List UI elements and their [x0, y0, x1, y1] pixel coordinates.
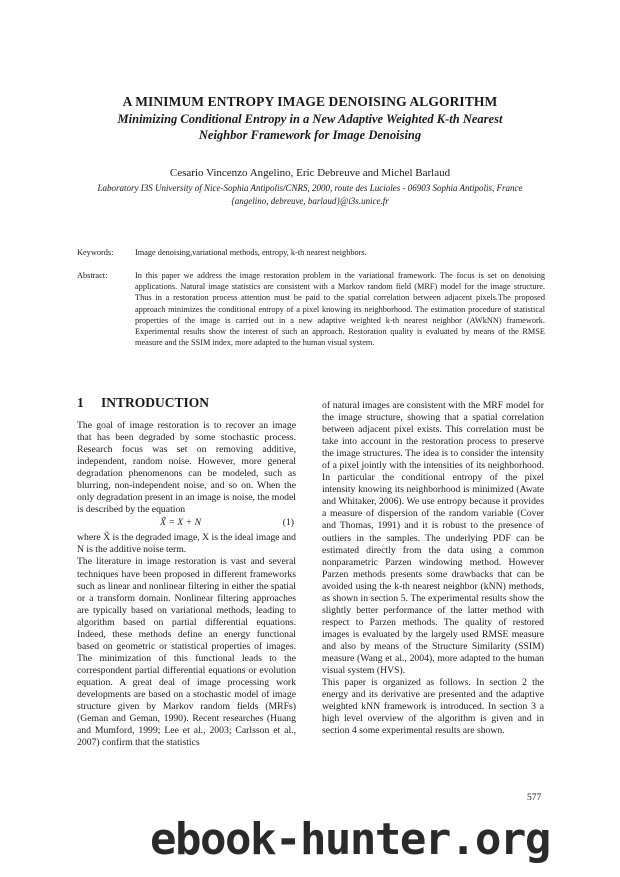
authors: Cesario Vincenzo Angelino, Eric Debreuve and Michel Barlaud — [169, 167, 451, 179]
subtitle-line-1: Minimizing Conditional Entropy in a New Adaptive Weighted K-th Nearest — [117, 112, 503, 126]
intro-paragraph-1: The goal of image restoration is to recover an image that has been degraded by some stochastic process. Research focus was set on removing additive, independent, random noise. However, more general degradation phenomenons can be modeled, such as blurring, non-independent noise, and so on. When the only degradation present in an image is noise, the model is described by the equation — [77, 420, 296, 516]
affiliation-block — [0, 182, 620, 208]
paper-title: A MINIMUM ENTROPY IMAGE DENOISING ALGORITHM — [122, 94, 498, 109]
abstract-label: Abstract: — [77, 271, 108, 280]
keywords-text: Image denoising,variational methods, entropy, k-th nearest neighbors. — [135, 248, 367, 257]
section-heading — [77, 395, 209, 411]
abstract-text: In this paper we address the image restoration problem in the variational framework. The focus is set on denoising applications. Natural image statistics are consistent with a Markov random field (MRF) model for the image structure. Thus in a restoration process attention must be paid to the spatial correlation between adjacent pixels.The proposed approach minimizes the conditional entropy of a pixel knowing its neighborhood. The estimation procedure of statistical properties of the image is carried out in a new adaptive weighted k-th nearest neighbor (AWkNN) framework. Experimental results show the interest of such an approach. Restoration quality is evaluated by means of the RMSE measure and the SSIM index, more adapted to the human visual system. — [135, 271, 545, 348]
affiliation: Laboratory I3S University of Nice-Sophia Antipolis/CNRS, 2000, route des Lucioles - 06903 Sophia Antipolis, France — [97, 183, 523, 193]
equation-text: X̃ = X + N — [160, 517, 202, 529]
equation-number: (1) — [282, 517, 294, 529]
equation-1 — [77, 517, 296, 531]
intro-paragraph-4: of natural images are consistent with the MRF model for the image structure, showing that a spatial correlation between adjacent pixel exists. This correlation must be take into account in the restoration process to preserve the image structures. The idea is to consider the intensity of a pixel jointly with the intensities of its neighborhood. In particular the conditional entropy of the pixel intensity knowing its neighborhood is minimized (Awate and Whitaker, 2006). We use entropy because it provides a measure of dispersion of the random variable (Cover and Thomas, 1991) and it is robust to the presence of outliers in the samples. The underlying PDF can be estimated directly from the data using a common nonparametric Parzen windowing method. However Parzen methods presents some drawbacks that can be avoided using the k-th nearest neighbor (kNN) methods, as shown in section 5. The experimental results show the slightly better performance of the latter method with respect to Parzen methods. The quality of restored images is evaluated by the largely used RMSE measure and also by means of the Structure Similarity (SSIM) measure (Wang et al., 2004), more adapted to the human visual system (HVS). — [322, 400, 544, 677]
paper-subtitle — [0, 111, 620, 143]
watermark-text: ebook-hunter.org — [150, 814, 550, 865]
intro-paragraph-3: The literature in image restoration is vast and several techniques have been proposed in different frameworks such as linear and nonlinear filtering in either the spatial or a transform domain. Nonlinear filtering approaches are typically based on variational methods, leading to algorithm based on partial differential equations. Indeed, these methods define an energy functional based on geometric or statistical properties of images. The minimization of this functional leads to the correspondent partial differential equations or evolution equation. A great deal of image processing work developments are based on a stochastic model of image structure given by Markov random fields (MRFs) (Geman and Geman, 1990). Recent researches (Huang and Mumford, 1999; Lee et al., 2003; Carlsson et al., 2007) confirm that the statistics — [77, 556, 296, 749]
subtitle-line-2: Neighbor Framework for Image Denoising — [198, 128, 422, 142]
intro-paragraph-2: where X̃ is the degraded image, X is the ideal image and N is the additive noise term. — [77, 532, 296, 556]
section-number: 1 — [77, 395, 84, 410]
keywords-label: Keywords: — [77, 248, 114, 257]
intro-paragraph-5: This paper is organized as follows. In section 2 the energy and its derivative are presented and the adaptive weighted kNN framework is introduced. In section 3 a high level overview of the algorithm is given and in section 4 some experimental results are shown. — [322, 677, 544, 737]
page-number: 577 — [527, 793, 542, 803]
left-column — [77, 420, 296, 749]
section-title: INTRODUCTION — [101, 395, 210, 410]
emails: {angelino, debreuve, barlaud}@i3s.unice.fr — [231, 196, 389, 206]
right-column — [322, 400, 544, 737]
